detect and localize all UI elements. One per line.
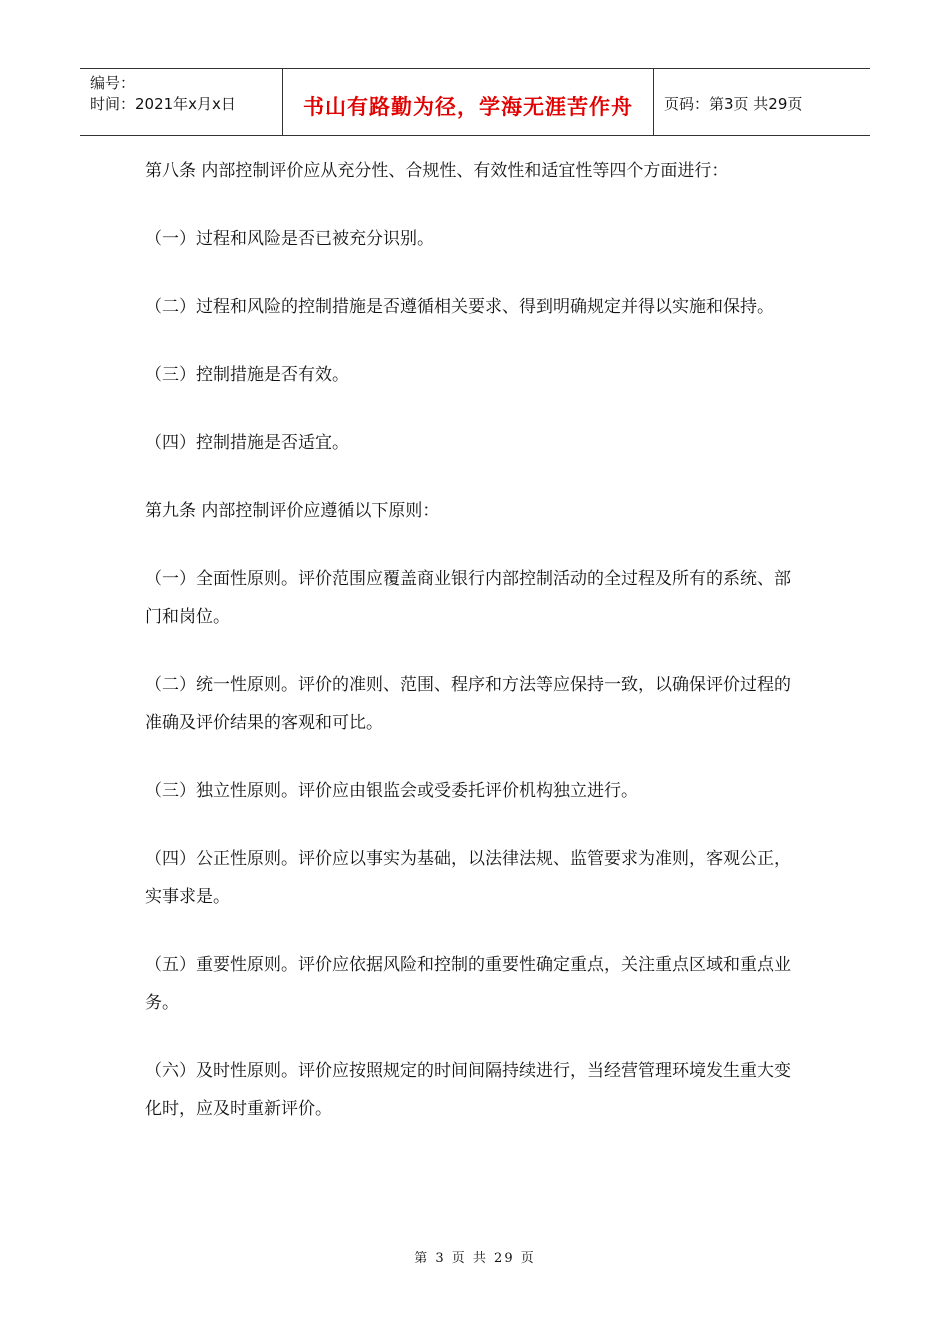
article-8-item-2: （二）过程和风险的控制措施是否遵循相关要求、得到明确规定并得以实施和保持。 (145, 297, 774, 317)
article-8-item-3: （三）控制措施是否有效。 (145, 365, 349, 385)
article-8-heading: 第八条 内部控制评价应从充分性、合规性、有效性和适宜性等四个方面进行： (145, 161, 729, 181)
article-9-item-1: （一）全面性原则。评价范围应覆盖商业银行内部控制活动的全过程及所有的系统、部门和岗位。 (145, 569, 791, 627)
article-9-item-6: （六）及时性原则。评价应按照规定的时间间隔持续进行，当经营管理环境发生重大变化时，应及时重新评价。 (145, 1061, 791, 1119)
article-8-item-1: （一）过程和风险是否已被充分识别。 (145, 229, 434, 249)
article-8-item-4: （四）控制措施是否适宜。 (145, 433, 349, 453)
header-meta-cell (80, 69, 282, 135)
article-9-item-2: （二）统一性原则。评价的准则、范围、程序和方法等应保持一致，以确保评价过程的准确及评价结果的客观和可比。 (145, 675, 791, 733)
header-motto: 书山有路勤为径，学海无涯苦作舟 (303, 95, 633, 119)
article-9-item-4: （四）公正性原则。评价应以事实为基础，以法律法规、监管要求为准则，客观公正，实事求是。 (145, 849, 791, 907)
page-footer: 第 3 页 共 29 页 (414, 1251, 536, 1266)
article-9-item-3: （三）独立性原则。评价应由银监会或受委托评价机构独立进行。 (145, 781, 638, 801)
article-9-heading: 第九条 内部控制评价应遵循以下原则： (145, 501, 440, 521)
document-body (145, 152, 805, 1158)
document-number-label: 编号： (90, 74, 136, 92)
header-page-code: 页码：第3页 共29页 (664, 95, 803, 113)
document-date: 时间：2021年x月x日 (90, 95, 236, 113)
header-page-cell (654, 69, 870, 135)
article-9-item-5: （五）重要性原则。评价应依据风险和控制的重要性确定重点，关注重点区域和重点业务。 (145, 955, 791, 1013)
document-header (80, 68, 870, 136)
header-motto-cell (282, 69, 654, 135)
